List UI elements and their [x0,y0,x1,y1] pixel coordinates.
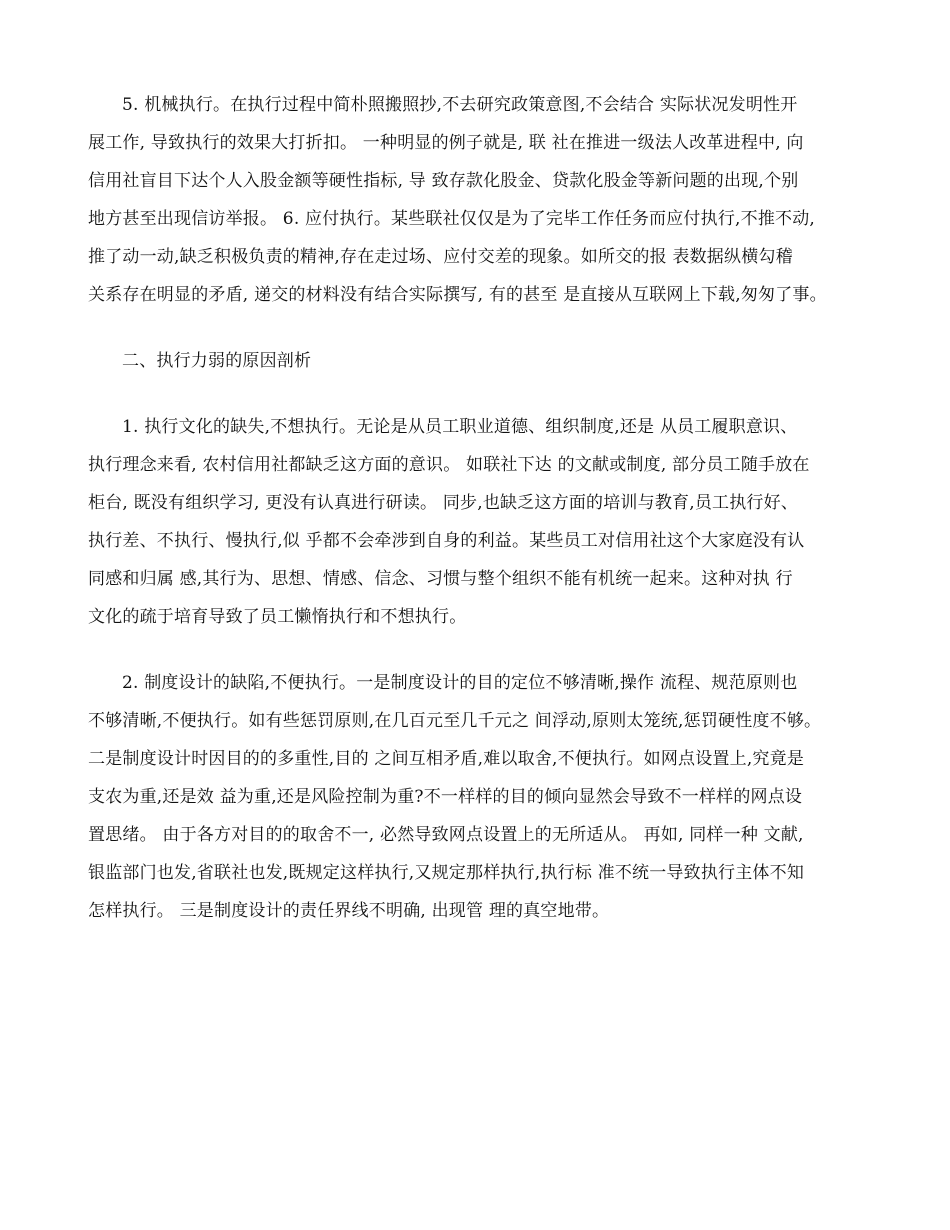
text-line: 地方甚至出现信访举报。 6. 应付执行。某些联社仅仅是为了完毕工作任务而应付执行,不推不动, [88,209,816,229]
text-line: 展工作, 导致执行的效果大打折扣。 一种明显的例子就是, 联 社在推进一级法人改革进程中, 向 [88,133,804,153]
text-line: 柜台, 既没有组织学习, 更没有认真进行研读。 同步,也缺乏这方面的培训与教育,员工执行好、 [88,493,799,513]
text-line: 二是制度设计时因目的的多重性,目的 之间互相矛盾,难以取舍,不便执行。如网点设置上,究竟是 [88,749,805,769]
text-line: 银监部门也发,省联社也发,既规定这样执行,又规定那样执行,执行标 准不统一导致执行主体不知 [88,863,805,883]
section-heading [88,342,878,380]
text-line: 5. 机械执行。在执行过程中简朴照搬照抄,不去研究政策意图,不会结合 实际状况发明性开 [122,95,798,115]
paragraph-system-design [88,664,878,930]
text-line: 执行理念来看, 农村信用社都缺乏这方面的意识。 如联社下达 的文献或制度, 部分员工随手放在 [88,455,810,475]
text-line: 同感和归属 感,其行为、思想、情感、信念、习惯与整个组织不能有机统一起来。这种对执 行 [88,569,793,589]
document-page [88,86,878,930]
text-line: 怎样执行。 三是制度设计的责任界线不明确, 出现管 理的真空地带。 [88,901,610,921]
text-line: 关系存在明显的矛盾, 递交的材料没有结合实际撰写, 有的甚至 是直接从互联网上下载,匆匆了事。 [88,285,827,305]
paragraph-execution-culture [88,408,878,636]
paragraph-mechanical-execution [88,86,878,314]
text-line: 信用社盲目下达个人入股金额等硬性指标, 导 致存款化股金、贷款化股金等新问题的出现,个别 [88,171,799,191]
text-line: 支农为重,还是效 益为重,还是风险控制为重?不一样样的目的倾向显然会导致不一样样的网点设 [88,787,803,807]
text-line: 推了动一动,缺乏积极负责的精神,存在走过场、应付交差的现象。如所交的报 表数据纵横勾稽 [88,247,793,267]
text-line: 2. 制度设计的缺陷,不便执行。一是制度设计的目的定位不够清晰,操作 流程、规范原则也 [122,673,798,693]
text-line: 文化的疏于培育导致了员工懒惰执行和不想执行。 [88,607,467,627]
text-line: 置思绪。 由于各方对目的的取舍不一, 必然导致网点设置上的无所适从。 再如, 同样一种 文献, [88,825,804,845]
heading-text: 二、执行力弱的原因剖析 [122,351,312,371]
text-line: 不够清晰,不便执行。如有些惩罚原则,在几百元至几千元之 间浮动,原则太笼统,惩罚硬性度不够。 [88,711,822,731]
text-line: 1. 执行文化的缺失,不想执行。无论是从员工职业道德、组织制度,还是 从员工履职意识、 [122,417,798,437]
text-line: 执行差、不执行、慢执行,似 乎都不会牵涉到自身的利益。某些员工对信用社这个大家庭没有认 [88,531,805,551]
